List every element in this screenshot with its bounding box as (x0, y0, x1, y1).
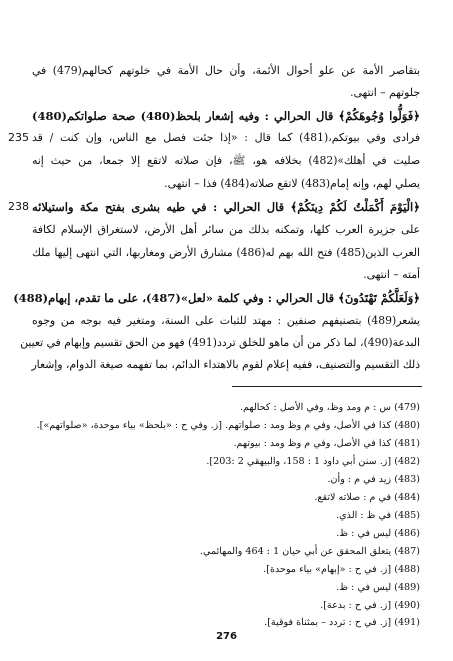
footnote: (481) كذا في الأصل، وفي م وظ ومد : بيوتهم. (233, 438, 420, 449)
verse-number: 238 (8, 200, 29, 213)
body-line: أمته – انتهى. (363, 268, 420, 281)
body-line: يصلي لهم، وإنه إمام(483) لاتقع صلاته(484) فذا – انتهى. (164, 177, 420, 190)
body-line: صليت في أهلك»(482) بخلافه هو، ﷺ، فإن صلاته لاتقع إلا جمعا، من حيث إنه (32, 154, 421, 167)
body-line: فرادى وفي بيوتكم،(481) كما قال : «إذا جئت فصل مع الناس، وإن كنت / قد (32, 131, 420, 144)
footnote: (490) [ز. في ح : بدعة]. (320, 600, 420, 611)
body-line: ﴿الْيَوْمَ أَكْمَلْتُ لَكُمْ دِينَكُمْ﴾ قال الحرالي : في طيه بشرى بفتح مكة واستيلائه (32, 200, 420, 214)
footnote: (487) يتعلق المحقق عن أبي حيان 1 : 464 والمهائمي. (199, 546, 420, 557)
footnote: (489) ليس في : ظ. (336, 582, 420, 593)
footnote: (483) زيد في م : وأن. (327, 474, 420, 485)
body-line: العرب الذين(485) فتح الله بهم له(486) مشارق الأرض ومغاربها، التي انتهى إليها ملك (32, 246, 420, 259)
body-line: على جزيرة العرب كلها، وتمكنه بذلك من سائر أهل الأرض، لاستغراق الإسلام لكافة (32, 223, 420, 236)
footnote: (485) في ظ : الذي. (336, 510, 420, 521)
body-line: ﴿فَوَلُّوا وُجُوهَكُمْ﴾ قال الحرالي : وفيه إشعار بلحظ(480) صحة صلواتكم(480) (32, 109, 420, 123)
body-line: ﴿وَلَعَلَّكُمْ تَهْتَدُونَ﴾ قال الحرالي : وفي كلمة «لعل»(487)، على ما تقدم، إبهام(488) (13, 291, 420, 305)
body-line: بتقاصر الأمة عن علو أحوال الأئمة، وأن حال الأمة في خلوتهم كحالهم(479) في (32, 64, 420, 77)
body-line: جلوتهم – انتهى. (350, 86, 420, 99)
body-line: البدعة(490)، لما ذكر من أن ماهو للخلق تردد(491) فهو من الحق تقسيم وإبهام في تعيين (20, 336, 420, 349)
page-number: 276 (216, 631, 237, 642)
footnote: (482) [ز. سنن أبي داود 1 : 158، والبيهقي 2 :203]. (206, 456, 420, 467)
footnote: (484) في م : صلاته لاتقع. (314, 492, 420, 503)
body-line: ذلك التقسيم والتصنيف، ففيه إعلام لقوم بالاهتداء الدائم، بما تفهمه صيغة الدوام، وإشعار (31, 358, 420, 371)
footnote-divider (232, 386, 422, 387)
footnote: (488) [ز. في ح : «إبهام» بياء موحدة]. (263, 564, 420, 575)
footnote: (491) [ز. في ح : تردد – بمثناة فوقية]. (264, 617, 420, 628)
body-line: يشعر(489) بتصنيفهم صنفين : مهتد للثبات على السنة، ومتغير فيه بوجه من وجوه (32, 314, 420, 327)
footnote: (486) ليس في : ظ. (336, 528, 420, 539)
footnote: (480) كذا في الأصل، وفي م وظ ومد : صلواتهم. [ز. وفي ح : «بلحظ» بياء موحدة، «صلواتهم»]. (36, 420, 420, 431)
verse-number: 235 (8, 131, 29, 144)
footnote: (479) س : م ومد وظ، وفي الأصل : كحالهم. (239, 402, 420, 413)
